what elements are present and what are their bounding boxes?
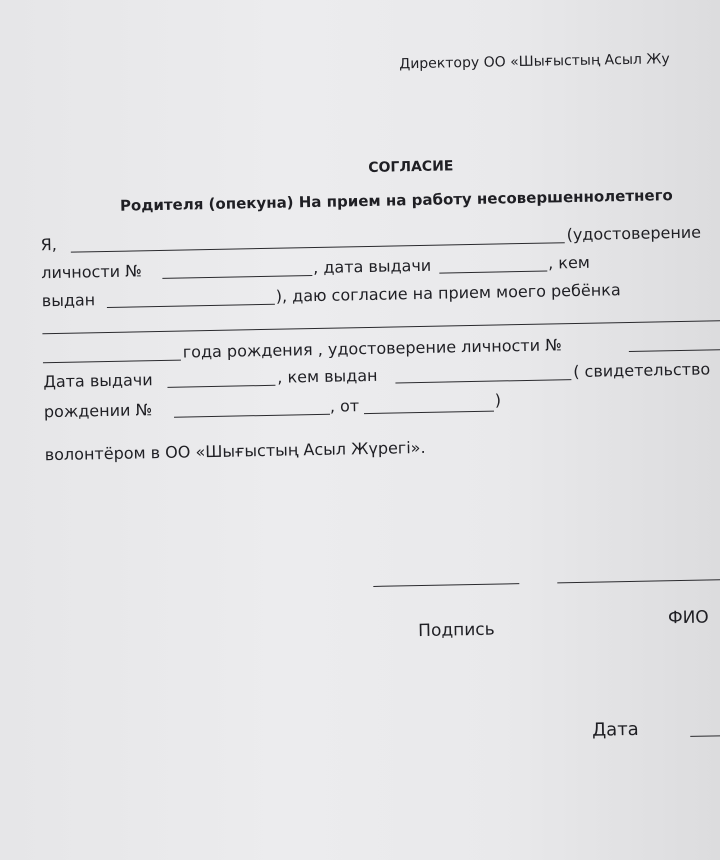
line5-mid: года рождения , удостоверение личности № — [182, 335, 562, 362]
signature-blank — [373, 583, 519, 587]
line2-start: личности № — [41, 261, 142, 283]
full-name-label: ФИО — [667, 607, 709, 629]
line3-end: ), даю согласие на прием моего ребёнка — [275, 280, 621, 306]
issued-by-blank — [107, 304, 275, 308]
line6-mid: , кем выдан — [277, 365, 378, 387]
child-name-blank — [42, 320, 720, 334]
full-name-blank — [557, 579, 720, 583]
volunteer-text: волонтёром в ОО «Шығыстың Асыл Жүрегі». — [44, 437, 426, 465]
child-id-blank — [629, 349, 720, 352]
date-blank — [690, 734, 720, 737]
line6-start: Дата выдачи — [43, 370, 153, 392]
line1-end: (удостоверение — [566, 222, 702, 245]
birth-cert-number-blank — [174, 414, 330, 418]
issue-date-blank — [439, 271, 547, 274]
line7-start: рождении № — [43, 400, 153, 422]
child-issued-by-blank — [395, 379, 571, 383]
document-subtitle: Родителя (опекуна) На прием на работу несовершеннолетнего — [119, 186, 673, 215]
birth-year-blank — [43, 360, 181, 364]
line6-end: ( свидетельство — [573, 359, 711, 382]
line2-mid: , дата выдачи — [313, 255, 432, 278]
signature-label: Подпись — [418, 619, 495, 642]
document-title: СОГЛАСИЕ — [368, 158, 454, 176]
id-number-blank — [162, 275, 312, 279]
line1-start: Я, — [40, 234, 58, 255]
line2-end: , кем — [547, 252, 591, 273]
date-label: Дата — [591, 718, 639, 741]
addressee-text: Директору ОО «Шығыстың Асыл Жу — [399, 51, 670, 73]
line3-start: выдан — [41, 290, 96, 311]
line7-end: ) — [494, 390, 502, 410]
line7-mid: , от — [329, 396, 360, 416]
name-blank — [71, 242, 565, 252]
child-issue-date-blank — [167, 385, 275, 388]
birth-cert-date-blank — [364, 411, 494, 414]
